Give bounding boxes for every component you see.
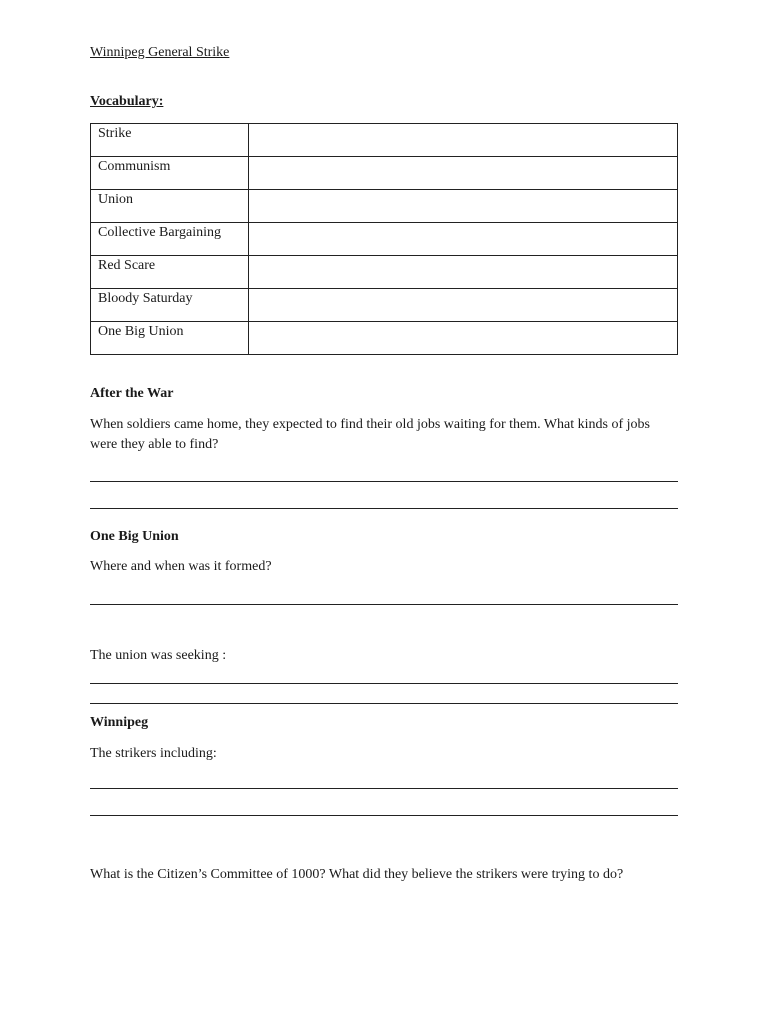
vocab-row [91,289,678,322]
one-big-union-question: Where and when was it formed? [90,559,272,574]
vocab-term: Strike [91,124,249,157]
vocab-term: Union [91,190,249,223]
vocab-row [91,157,678,190]
vocab-row [91,190,678,223]
answer-line[interactable] [90,683,678,684]
after-war-heading: After the War [90,386,174,401]
answer-line[interactable] [90,788,678,789]
vocab-term: Collective Bargaining [91,223,249,256]
vocab-row [91,223,678,256]
strikers-prompt: The strikers including: [90,746,217,761]
answer-line[interactable] [90,815,678,816]
vocab-row [91,124,678,157]
vocab-definition-cell[interactable] [249,124,678,157]
answer-line[interactable] [90,508,678,509]
one-big-union-heading: One Big Union [90,529,179,544]
vocab-definition-cell[interactable] [249,256,678,289]
document-title: Winnipeg General Strike [90,45,230,60]
vocab-term: Bloody Saturday [91,289,249,322]
union-seeking-prompt: The union was seeking : [90,648,227,663]
citizens-committee-question: What is the Citizen’s Committee of 1000? What did they believe the strikers were trying to do? [90,867,624,882]
winnipeg-heading: Winnipeg [90,715,149,730]
vocab-definition-cell[interactable] [249,322,678,355]
vocab-row [91,256,678,289]
vocab-term: Communism [91,157,249,190]
answer-line[interactable] [90,481,678,482]
vocab-definition-cell[interactable] [249,289,678,322]
vocab-term: One Big Union [91,322,249,355]
vocab-definition-cell[interactable] [249,157,678,190]
vocab-definition-cell[interactable] [249,223,678,256]
after-war-question: When soldiers came home, they expected to find their old jobs waiting for them. What kinds of jobs were they able to find? [90,417,650,452]
vocab-definition-cell[interactable] [249,190,678,223]
vocab-row [91,322,678,355]
answer-line[interactable] [90,703,678,704]
vocabulary-heading: Vocabulary: [90,94,164,109]
answer-line[interactable] [90,604,678,605]
vocabulary-table [90,123,678,355]
vocab-term: Red Scare [91,256,249,289]
